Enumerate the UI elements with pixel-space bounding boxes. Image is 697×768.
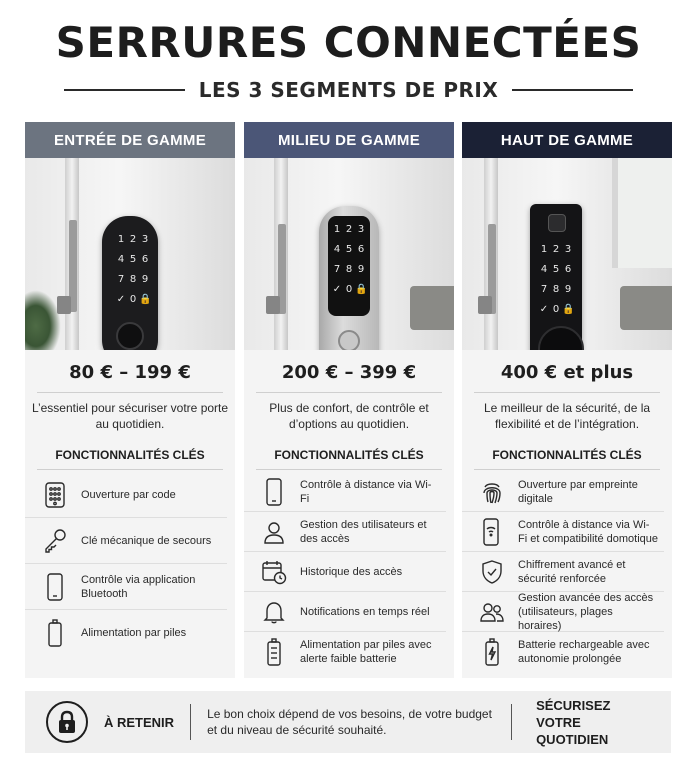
key: 2	[129, 234, 137, 245]
key: 9	[564, 284, 572, 295]
key: 8	[552, 284, 560, 295]
key: 🔒	[355, 284, 368, 295]
battery-icon	[39, 617, 71, 649]
page-subtitle: LES 3 SEGMENTS DE PRIX	[198, 78, 499, 102]
key: 7	[117, 274, 125, 285]
lock-keypad	[538, 244, 574, 324]
fingerprint-sensor	[548, 214, 566, 232]
feature-item	[462, 472, 664, 512]
divider	[256, 392, 442, 393]
takeaway-label: À RETENIR	[104, 714, 175, 730]
key: 4	[117, 254, 125, 265]
takeaway-note: Le bon choix dépend de vos besoins, de votre budget et du niveau de sécurité souhaité.	[207, 707, 492, 737]
key: 5	[552, 264, 560, 275]
page-title: SERRURES CONNECTÉES	[55, 18, 642, 67]
key: 0	[552, 304, 560, 315]
lock-keypad	[115, 234, 151, 314]
feature-text: Notifications en temps réel	[300, 605, 430, 618]
key: 7	[540, 284, 548, 295]
divider	[474, 392, 660, 393]
key: 6	[141, 254, 149, 265]
sofa-decor	[410, 286, 454, 330]
divider-left	[64, 89, 185, 91]
segment-heading: MILIEU DE GAMME	[244, 122, 454, 158]
key: 8	[345, 264, 353, 275]
segment-entry-level	[25, 122, 235, 678]
key: ✓	[332, 284, 342, 295]
door-latch	[478, 296, 492, 314]
door-latch	[266, 296, 280, 314]
shield-check-icon	[476, 556, 508, 588]
smartphone-icon	[258, 476, 290, 508]
features-list	[25, 472, 235, 656]
lock-photo-high	[462, 158, 672, 350]
divider	[474, 469, 660, 470]
feature-item	[244, 512, 446, 552]
price-range: 80 € – 199 €	[69, 361, 191, 383]
key: 4	[333, 244, 341, 255]
sofa-decor	[620, 286, 672, 330]
key: 8	[129, 274, 137, 285]
feature-item	[462, 512, 664, 552]
segment-description: L’essentiel pour sécuriser votre porte au quotidien.	[31, 401, 229, 431]
price-range: 200 € – 399 €	[281, 361, 417, 383]
key: 1	[540, 244, 548, 255]
fingerprint-icon	[476, 476, 508, 508]
key: ✓	[116, 294, 126, 305]
users-icon	[476, 596, 508, 628]
key: 9	[141, 274, 149, 285]
feature-text: Alimentation par piles avec alerte faible batterie	[300, 639, 432, 665]
features-list	[462, 472, 672, 672]
key: 9	[357, 264, 365, 275]
battery-icon	[258, 636, 290, 668]
key: 🔒	[562, 304, 575, 315]
lock-keypad	[331, 224, 367, 304]
key: 2	[552, 244, 560, 255]
segment-heading: ENTRÉE DE GAMME	[25, 122, 235, 158]
divider	[256, 469, 442, 470]
feature-item	[25, 472, 227, 518]
feature-text: Clé mécanique de secours	[81, 534, 212, 547]
key: 6	[357, 244, 365, 255]
feature-text: Chiffrement avancé et sécurité renforcée	[518, 558, 626, 585]
key: 3	[141, 234, 149, 245]
key: 1	[333, 224, 341, 235]
feature-item	[244, 592, 446, 632]
segment-mid-range	[244, 122, 454, 678]
key: 7	[333, 264, 341, 275]
lock-photo-mid	[244, 158, 454, 350]
window-decor	[612, 158, 672, 268]
key: 0	[345, 284, 353, 295]
bell-icon	[258, 596, 290, 628]
feature-text: Ouverture par empreinte digitale	[518, 478, 638, 505]
plant-decor	[25, 290, 61, 350]
feature-text: Historique des accès	[300, 565, 403, 578]
key: 4	[540, 264, 548, 275]
feature-item	[25, 564, 227, 610]
key: 0	[129, 294, 137, 305]
divider-right	[512, 89, 633, 91]
key: 1	[117, 234, 125, 245]
segment-description: Le meilleur de la sécurité, de la flexibilité et de l’intégration.	[483, 401, 651, 431]
feature-item	[244, 472, 446, 512]
key: 🔒	[139, 294, 152, 305]
call-to-action: SÉCURISEZ VOTRE QUOTIDIEN	[536, 697, 611, 747]
smartphone-wifi-icon	[476, 516, 508, 548]
divider	[190, 704, 191, 740]
price-range: 400 € et plus	[500, 361, 634, 383]
feature-text: Contrôle à distance via Wi-Fi	[300, 478, 432, 505]
feature-item	[462, 552, 664, 592]
calendar-clock-icon	[258, 556, 290, 588]
features-title: FONCTIONNALITÉS CLÉS	[274, 448, 424, 462]
segment-heading: HAUT DE GAMME	[462, 122, 672, 158]
feature-text: Gestion des utilisateurs et des accès	[300, 518, 427, 545]
door-latch	[57, 296, 71, 314]
divider	[37, 469, 223, 470]
feature-item	[25, 610, 227, 656]
features-list	[244, 472, 454, 672]
key-icon	[39, 525, 71, 557]
rechargeable-battery-icon	[476, 636, 508, 668]
smartphone-icon	[39, 571, 71, 603]
padlock-icon	[46, 701, 88, 743]
user-icon	[258, 516, 290, 548]
divider	[37, 392, 223, 393]
key: 3	[564, 244, 572, 255]
feature-item	[244, 552, 446, 592]
feature-text: Batterie rechargeable avec autonomie prolongée	[518, 639, 650, 665]
features-title: FONCTIONNALITÉS CLÉS	[55, 448, 205, 462]
feature-item	[462, 632, 664, 672]
key: 6	[564, 264, 572, 275]
segment-description: Plus de confort, de contrôle et d’options au quotidien.	[269, 401, 429, 431]
feature-text: Contrôle à distance via Wi-Fi et compatibilité domotique	[518, 518, 659, 545]
key: 5	[345, 244, 353, 255]
takeaway-bar	[25, 691, 671, 753]
segment-high-end	[462, 122, 672, 678]
subtitle-row	[64, 76, 633, 104]
feature-text: Ouverture par code	[81, 488, 176, 501]
feature-text: Alimentation par piles	[81, 627, 187, 639]
key: 3	[357, 224, 365, 235]
feature-item	[244, 632, 446, 672]
feature-text: Gestion avancée des accès (utilisateurs, plages horaires)	[518, 591, 654, 632]
divider	[511, 704, 512, 740]
keyhole-cylinder	[116, 322, 144, 350]
key: 5	[129, 254, 137, 265]
key: 2	[345, 224, 353, 235]
lock-photo-entry	[25, 158, 235, 350]
feature-text: Contrôle via application Bluetooth	[81, 573, 196, 600]
keypad-icon	[39, 479, 71, 511]
keyhole-cylinder	[338, 330, 360, 350]
key: ✓	[539, 304, 549, 315]
feature-item	[25, 518, 227, 564]
features-title: FONCTIONNALITÉS CLÉS	[492, 448, 642, 462]
feature-item	[462, 592, 664, 632]
